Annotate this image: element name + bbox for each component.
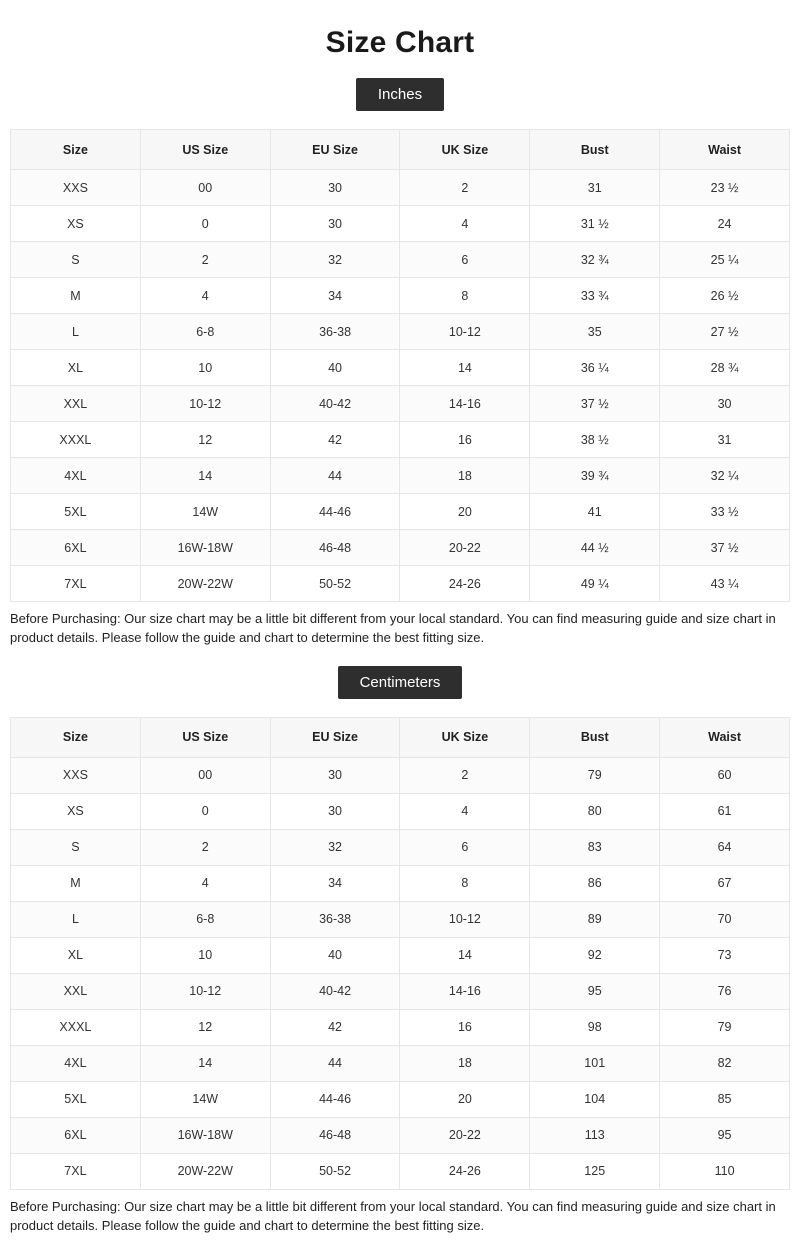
cell-uk-size: 20-22	[400, 530, 530, 566]
table-row	[11, 278, 790, 314]
cell-uk-size: 20-22	[400, 1117, 530, 1153]
cell-uk-size: 14-16	[400, 973, 530, 1009]
column-header-bust: Bust	[530, 130, 660, 170]
cell-us-size: 14	[140, 458, 270, 494]
cell-uk-size: 2	[400, 757, 530, 793]
cell-waist: 25 ¼	[660, 242, 790, 278]
cell-uk-size: 16	[400, 1009, 530, 1045]
cell-eu-size: 40	[270, 937, 400, 973]
cell-size: XXXL	[11, 422, 141, 458]
cell-waist: 26 ½	[660, 278, 790, 314]
table-row	[11, 386, 790, 422]
table-header-row	[11, 130, 790, 170]
cell-eu-size: 40-42	[270, 386, 400, 422]
cell-eu-size: 44-46	[270, 494, 400, 530]
cell-uk-size: 20	[400, 494, 530, 530]
cell-us-size: 14	[140, 1045, 270, 1081]
table-row	[11, 494, 790, 530]
table-row	[11, 422, 790, 458]
cell-eu-size: 32	[270, 829, 400, 865]
cell-uk-size: 24-26	[400, 566, 530, 602]
table-row	[11, 1081, 790, 1117]
column-header-size: Size	[11, 717, 141, 757]
cell-bust: 83	[530, 829, 660, 865]
column-header-eu-size: EU Size	[270, 130, 400, 170]
cell-uk-size: 14	[400, 350, 530, 386]
cell-us-size: 10	[140, 937, 270, 973]
cell-us-size: 4	[140, 865, 270, 901]
cell-eu-size: 30	[270, 206, 400, 242]
cell-eu-size: 30	[270, 757, 400, 793]
cell-waist: 82	[660, 1045, 790, 1081]
column-header-size: Size	[11, 130, 141, 170]
cell-size: XXL	[11, 973, 141, 1009]
cell-bust: 33 ¾	[530, 278, 660, 314]
cell-bust: 38 ½	[530, 422, 660, 458]
cell-bust: 80	[530, 793, 660, 829]
cell-us-size: 2	[140, 829, 270, 865]
cell-us-size: 12	[140, 422, 270, 458]
cell-waist: 30	[660, 386, 790, 422]
unit-tab-centimeters-container	[0, 666, 800, 699]
cell-uk-size: 14	[400, 937, 530, 973]
cell-size: L	[11, 314, 141, 350]
cell-size: 4XL	[11, 458, 141, 494]
cell-eu-size: 36-38	[270, 314, 400, 350]
cell-eu-size: 42	[270, 1009, 400, 1045]
cell-size: 5XL	[11, 1081, 141, 1117]
table-row	[11, 1045, 790, 1081]
cell-size: XXS	[11, 170, 141, 206]
cell-uk-size: 8	[400, 865, 530, 901]
size-chart-page	[0, 26, 800, 1245]
cell-size: S	[11, 829, 141, 865]
table-row	[11, 1153, 790, 1189]
column-header-waist: Waist	[660, 717, 790, 757]
cell-uk-size: 20	[400, 1081, 530, 1117]
cell-size: XXL	[11, 386, 141, 422]
purchase-note-inches: Before Purchasing: Our size chart may be a little bit different from your local standard. You can find measuring guide and size chart in product details. Please follow the guide and chart to determine the best fitting size.	[10, 611, 776, 645]
cell-waist: 24	[660, 206, 790, 242]
cell-size: XL	[11, 350, 141, 386]
cell-uk-size: 6	[400, 242, 530, 278]
cell-waist: 31	[660, 422, 790, 458]
cell-us-size: 10	[140, 350, 270, 386]
cell-bust: 104	[530, 1081, 660, 1117]
column-header-us-size: US Size	[140, 130, 270, 170]
cell-us-size: 00	[140, 757, 270, 793]
cell-bust: 31	[530, 170, 660, 206]
cell-us-size: 14W	[140, 494, 270, 530]
cell-waist: 23 ½	[660, 170, 790, 206]
cell-bust: 32 ¾	[530, 242, 660, 278]
cell-waist: 73	[660, 937, 790, 973]
cell-size: S	[11, 242, 141, 278]
cell-eu-size: 32	[270, 242, 400, 278]
table-header-row	[11, 717, 790, 757]
cell-size: 5XL	[11, 494, 141, 530]
cell-uk-size: 8	[400, 278, 530, 314]
table-row	[11, 1117, 790, 1153]
cell-uk-size: 14-16	[400, 386, 530, 422]
size-table-centimeters-head	[11, 717, 790, 757]
table-row	[11, 314, 790, 350]
size-table-centimeters	[10, 717, 790, 1190]
table-row	[11, 793, 790, 829]
cell-eu-size: 46-48	[270, 1117, 400, 1153]
cell-us-size: 20W-22W	[140, 566, 270, 602]
cell-us-size: 6-8	[140, 314, 270, 350]
table-row	[11, 1009, 790, 1045]
cell-size: 4XL	[11, 1045, 141, 1081]
cell-us-size: 00	[140, 170, 270, 206]
cell-uk-size: 2	[400, 170, 530, 206]
cell-waist: 110	[660, 1153, 790, 1189]
table-row	[11, 566, 790, 602]
cell-us-size: 10-12	[140, 386, 270, 422]
table-row	[11, 901, 790, 937]
cell-us-size: 2	[140, 242, 270, 278]
cell-size: XS	[11, 206, 141, 242]
table-row	[11, 170, 790, 206]
cell-bust: 79	[530, 757, 660, 793]
cell-waist: 27 ½	[660, 314, 790, 350]
cell-eu-size: 44-46	[270, 1081, 400, 1117]
size-table-centimeters-body	[11, 757, 790, 1189]
cell-size: M	[11, 865, 141, 901]
cell-eu-size: 36-38	[270, 901, 400, 937]
table-row	[11, 242, 790, 278]
table-row	[11, 206, 790, 242]
column-header-eu-size: EU Size	[270, 717, 400, 757]
cell-waist: 85	[660, 1081, 790, 1117]
cell-bust: 49 ¼	[530, 566, 660, 602]
cell-size: 7XL	[11, 1153, 141, 1189]
cell-eu-size: 40	[270, 350, 400, 386]
cell-bust: 92	[530, 937, 660, 973]
cell-us-size: 16W-18W	[140, 1117, 270, 1153]
cell-waist: 33 ½	[660, 494, 790, 530]
cell-us-size: 0	[140, 793, 270, 829]
cell-bust: 31 ½	[530, 206, 660, 242]
cell-us-size: 20W-22W	[140, 1153, 270, 1189]
cell-bust: 37 ½	[530, 386, 660, 422]
cell-eu-size: 34	[270, 278, 400, 314]
cell-waist: 61	[660, 793, 790, 829]
cell-size: XS	[11, 793, 141, 829]
column-header-bust: Bust	[530, 717, 660, 757]
column-header-uk-size: UK Size	[400, 130, 530, 170]
cell-us-size: 14W	[140, 1081, 270, 1117]
table-row	[11, 350, 790, 386]
cell-uk-size: 24-26	[400, 1153, 530, 1189]
table-row	[11, 829, 790, 865]
cell-us-size: 6-8	[140, 901, 270, 937]
purchase-note-centimeters: Before Purchasing: Our size chart may be a little bit different from your local standard. You can find measuring guide and size chart in product details. Please follow the guide and chart to determine the best fitting size.	[10, 1198, 776, 1233]
unit-tab-centimeters[interactable]: Centimeters	[338, 666, 463, 699]
cell-eu-size: 34	[270, 865, 400, 901]
column-header-us-size: US Size	[140, 717, 270, 757]
cell-size: 6XL	[11, 530, 141, 566]
column-header-waist: Waist	[660, 130, 790, 170]
cell-waist: 43 ¼	[660, 566, 790, 602]
cell-us-size: 4	[140, 278, 270, 314]
cell-bust: 41	[530, 494, 660, 530]
cell-us-size: 12	[140, 1009, 270, 1045]
table-row	[11, 973, 790, 1009]
cell-size: XXS	[11, 757, 141, 793]
unit-tab-inches-container	[0, 78, 800, 111]
cell-us-size: 0	[140, 206, 270, 242]
cell-waist: 64	[660, 829, 790, 865]
section-spacer	[0, 648, 800, 666]
cell-size: L	[11, 901, 141, 937]
cell-bust: 39 ¾	[530, 458, 660, 494]
cell-uk-size: 10-12	[400, 314, 530, 350]
cell-uk-size: 4	[400, 793, 530, 829]
cell-size: XL	[11, 937, 141, 973]
size-table-inches	[10, 129, 790, 602]
cell-uk-size: 10-12	[400, 901, 530, 937]
table-row	[11, 458, 790, 494]
table-row	[11, 757, 790, 793]
cell-waist: 76	[660, 973, 790, 1009]
cell-eu-size: 50-52	[270, 1153, 400, 1189]
cell-eu-size: 30	[270, 170, 400, 206]
unit-tab-inches[interactable]: Inches	[356, 78, 444, 111]
cell-eu-size: 44	[270, 458, 400, 494]
table-row	[11, 865, 790, 901]
size-table-inches-head	[11, 130, 790, 170]
cell-us-size: 10-12	[140, 973, 270, 1009]
cell-waist: 32 ¼	[660, 458, 790, 494]
cell-waist: 28 ¾	[660, 350, 790, 386]
cell-size: 7XL	[11, 566, 141, 602]
cell-bust: 113	[530, 1117, 660, 1153]
cell-us-size: 16W-18W	[140, 530, 270, 566]
cell-bust: 36 ¼	[530, 350, 660, 386]
cell-eu-size: 46-48	[270, 530, 400, 566]
cell-size: 6XL	[11, 1117, 141, 1153]
cell-waist: 60	[660, 757, 790, 793]
cell-waist: 95	[660, 1117, 790, 1153]
table-row	[11, 530, 790, 566]
cell-uk-size: 18	[400, 458, 530, 494]
cell-waist: 79	[660, 1009, 790, 1045]
cell-bust: 86	[530, 865, 660, 901]
cell-uk-size: 16	[400, 422, 530, 458]
table-row	[11, 937, 790, 973]
cell-uk-size: 4	[400, 206, 530, 242]
cell-bust: 35	[530, 314, 660, 350]
cell-uk-size: 6	[400, 829, 530, 865]
cell-bust: 98	[530, 1009, 660, 1045]
cell-bust: 89	[530, 901, 660, 937]
size-table-inches-body	[11, 170, 790, 602]
cell-waist: 67	[660, 865, 790, 901]
cell-size: M	[11, 278, 141, 314]
cell-eu-size: 40-42	[270, 973, 400, 1009]
page-title: Size Chart	[325, 26, 475, 59]
cell-eu-size: 42	[270, 422, 400, 458]
cell-eu-size: 30	[270, 793, 400, 829]
cell-bust: 44 ½	[530, 530, 660, 566]
cell-waist: 70	[660, 901, 790, 937]
cell-bust: 95	[530, 973, 660, 1009]
cell-bust: 125	[530, 1153, 660, 1189]
cell-waist: 37 ½	[660, 530, 790, 566]
cell-size: XXXL	[11, 1009, 141, 1045]
cell-bust: 101	[530, 1045, 660, 1081]
cell-eu-size: 44	[270, 1045, 400, 1081]
column-header-uk-size: UK Size	[400, 717, 530, 757]
cell-eu-size: 50-52	[270, 566, 400, 602]
cell-uk-size: 18	[400, 1045, 530, 1081]
